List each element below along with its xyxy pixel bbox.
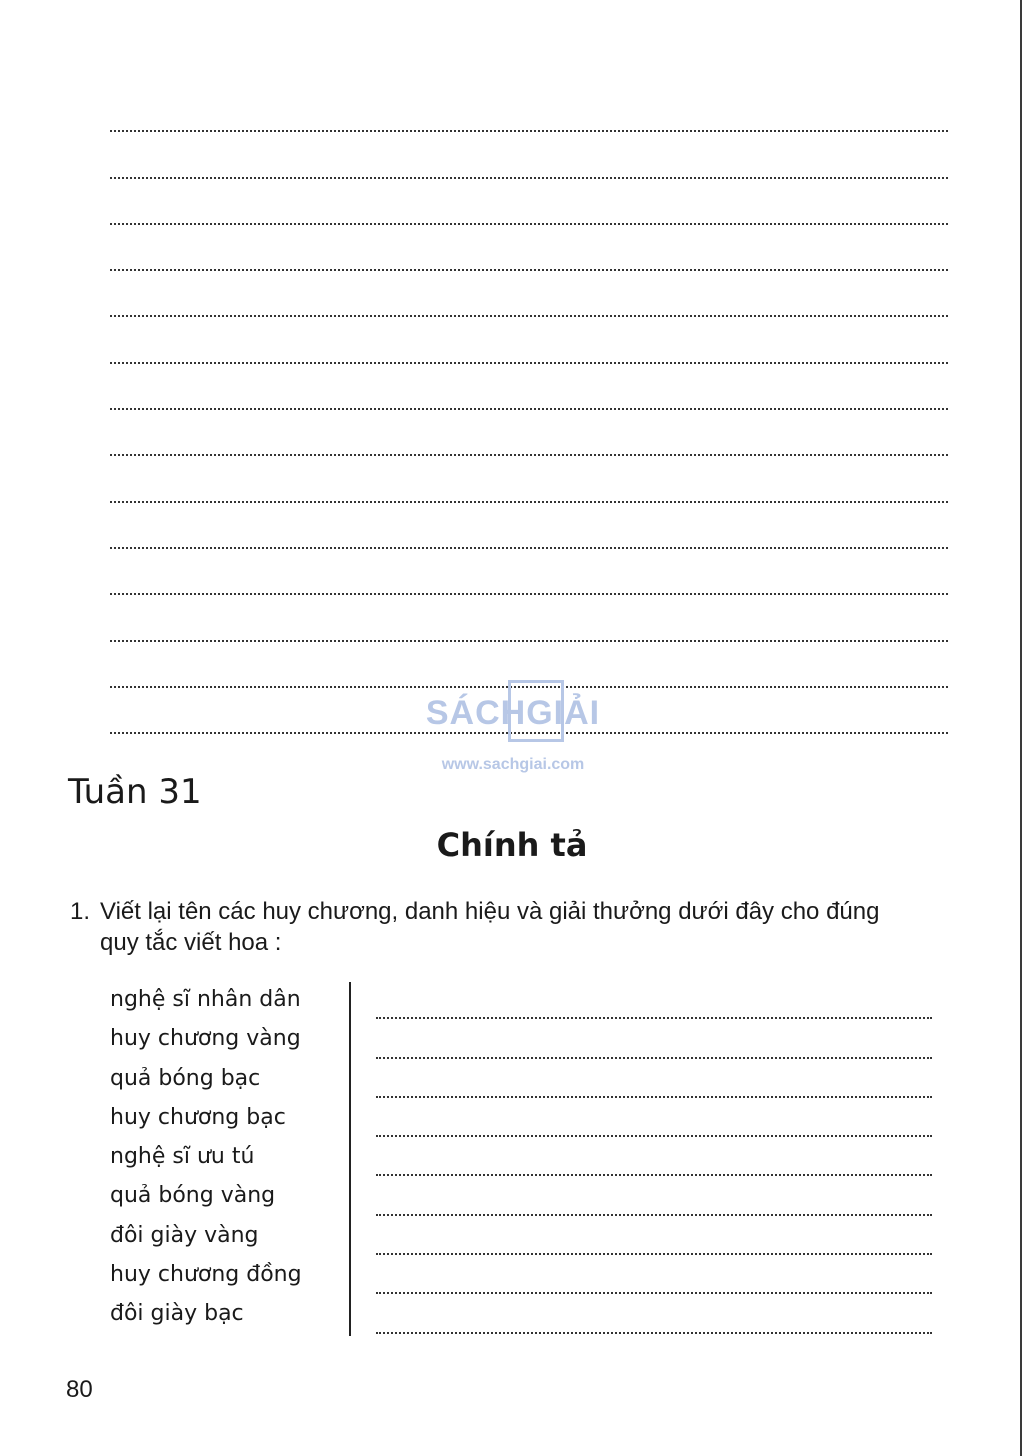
answer-line[interactable]	[376, 1019, 932, 1058]
writing-line[interactable]	[110, 86, 948, 132]
term-item: quả bóng bạc	[110, 1065, 261, 1091]
writing-lines	[110, 86, 948, 734]
writing-line[interactable]	[110, 503, 948, 549]
page-number: 80	[66, 1376, 93, 1403]
term-item: huy chương vàng	[110, 1026, 301, 1052]
writing-line[interactable]	[110, 225, 948, 271]
answer-line[interactable]	[376, 1098, 932, 1137]
question-text-2: quy tắc viết hoa :	[100, 929, 282, 956]
section-title: Chính tả	[436, 826, 588, 864]
week-title: Tuần 31	[68, 772, 202, 812]
writing-line[interactable]	[110, 364, 948, 410]
answer-line[interactable]	[376, 1137, 932, 1176]
watermark-brand: SÁCHGIẢI	[425, 694, 601, 732]
question-1	[70, 896, 960, 958]
term-item: huy chương đồng	[110, 1262, 302, 1288]
writing-line[interactable]	[110, 456, 948, 502]
term-item: huy chương bạc	[110, 1104, 286, 1130]
question-line-1	[70, 896, 960, 927]
writing-line[interactable]	[110, 595, 948, 641]
writing-line[interactable]	[110, 179, 948, 225]
column-divider	[349, 982, 351, 1336]
answer-lines	[376, 980, 932, 1334]
term-item: nghệ sĩ nhân dân	[110, 987, 301, 1012]
term-item: đôi giày bạc	[110, 1301, 244, 1327]
watermark	[408, 680, 618, 780]
writing-line[interactable]	[110, 317, 948, 363]
writing-line[interactable]	[110, 549, 948, 595]
writing-line[interactable]	[110, 410, 948, 456]
answer-line[interactable]	[376, 1255, 932, 1294]
answer-line[interactable]	[376, 1059, 932, 1098]
term-item: đôi giày vàng	[110, 1222, 259, 1248]
writing-line[interactable]	[110, 271, 948, 317]
question-text-1: Viết lại tên các huy chương, danh hiệu và giải thưởng dưới đây cho đúng	[100, 898, 880, 925]
answer-line[interactable]	[376, 980, 932, 1019]
question-number: 1.	[70, 898, 91, 925]
answer-line[interactable]	[376, 1176, 932, 1215]
term-list	[110, 980, 350, 1334]
writing-line[interactable]	[110, 132, 948, 178]
term-item: nghệ sĩ ưu tú	[110, 1144, 255, 1170]
answer-line[interactable]	[376, 1216, 932, 1255]
term-item: quả bóng vàng	[110, 1183, 276, 1209]
page-edge	[1020, 0, 1022, 1456]
answer-line[interactable]	[376, 1294, 932, 1333]
watermark-url: www.sachgiai.com	[441, 756, 585, 773]
